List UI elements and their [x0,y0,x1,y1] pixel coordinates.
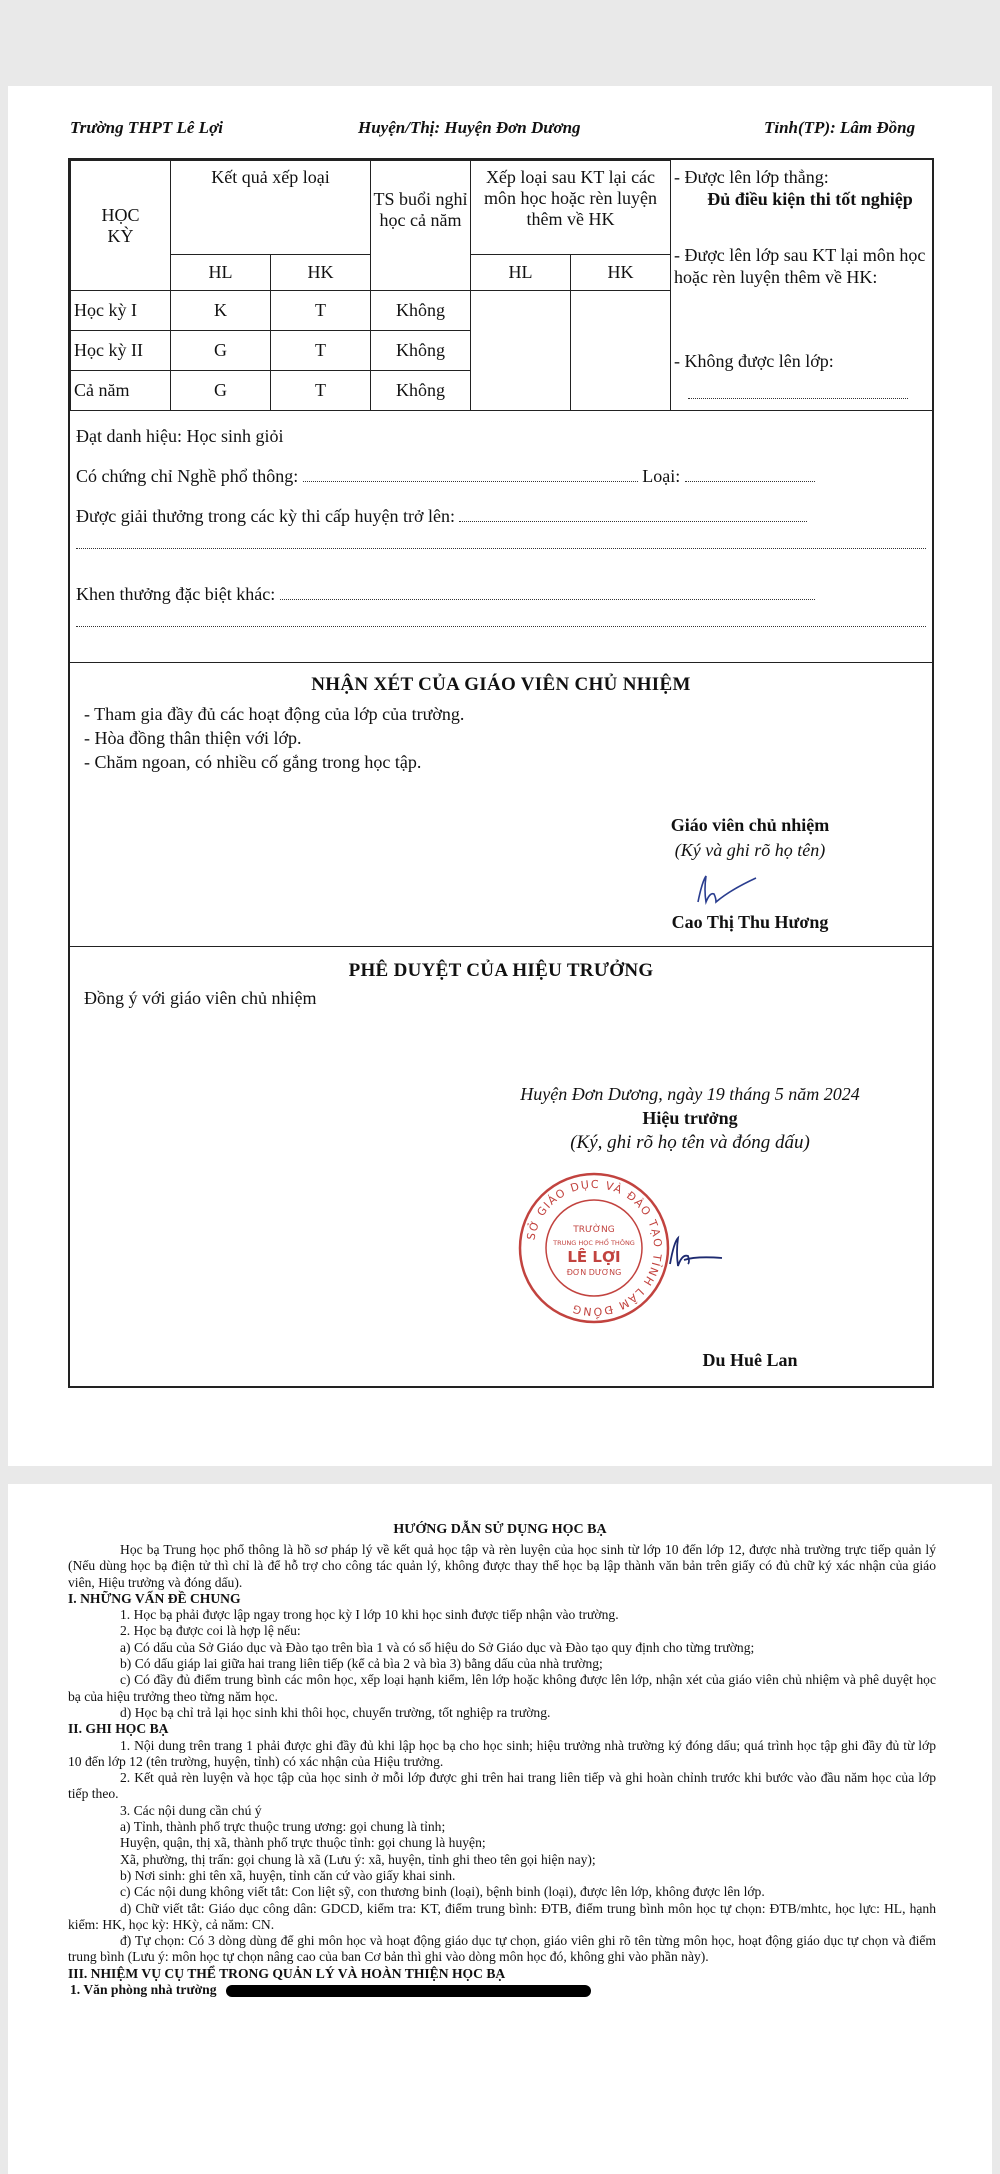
row-hk: T [271,291,371,331]
sub-hl-kt: HL [471,255,571,291]
guide-paragraph: Huyện, quận, thị xã, thành phố trực thuộc tỉnh: gọi chung là huyện; [120,1835,486,1851]
guide-paragraph: 1. Nội dung trên trang 1 phải được ghi đầy đủ khi lập học bạ cho học sinh; hiệu trưởng nhà trường ký đóng dấu; quá trình học tập ghi đầy đủ từ lớp 10 đến lớp 12 (tên trường, huyện, tỉnh) có xác nhận của Hiệu trưởng. [68,1737,936,1769]
promo-no-line [688,398,908,399]
record-page [8,86,992,1466]
row-term: Học kỳ II [71,331,171,371]
row-ts: Không [371,291,471,331]
guide-paragraph: Học bạ Trung học phổ thông là hồ sơ pháp lý về kết quả học tập và rèn luyện của học sinh từ lớp 10 đến lớp 12, được nhà trường trực tiếp quản lý (Nếu dùng học bạ điện tử thì chỉ là để hỗ trợ cho công tác quản lý, không được thay thế học bạ lập thành văn bản trên giấy có đủ chữ ký xác nhận của giáo viên, Hiệu trưởng và đóng dấu). [68,1542,936,1590]
row-term: Cả năm [71,371,171,411]
principal-date: Huyện Đơn Dương, ngày 19 tháng 5 năm 2024 [520,1084,860,1104]
guide-paragraph: 1. Học bạ phải được lập ngay trong học kỳ I lớp 10 khi học sinh được tiếp nhận vào trường. [120,1607,619,1623]
row-hl: G [171,371,271,411]
guide-page [8,1484,992,2174]
guide-paragraph: c) Các nội dung không viết tắt: Con liệt sỹ, con thương binh (loại), bệnh binh (loại), được lên lớp, không được lên lớp. [120,1884,765,1900]
teacher-signature [692,872,764,908]
guide-paragraph: a) Có dấu của Sở Giáo dục và Đào tạo trên bìa 1 và có số hiệu do Sở Giáo dục và Đào tạo quy định cho từng trường; [120,1639,755,1655]
divider [70,410,932,411]
certificate-type-label: Loại: [642,466,681,486]
principal-name: Du Huê Lan [702,1350,798,1370]
certificate-type-dots [685,469,815,482]
teacher-comment: - Tham gia đầy đủ các hoạt động của lớp của trường. [84,704,465,724]
col-ketqua: Kết quả xếp loại [171,161,371,255]
redaction-bar [226,1985,591,1997]
svg-text:SỞ GIÁO DỤC VÀ ĐÀO TẠO TỈNH LÂ: SỞ GIÁO DỤC VÀ ĐÀO TẠO TỈNH LÂM ĐỒNG [524,1177,665,1319]
awards-field [76,506,807,527]
col-ts: TS buổi nghỉ học cả năm [371,161,471,291]
divider [70,946,932,947]
awards-dots [459,509,807,522]
teacher-name: Cao Thị Thu Hương [671,912,829,932]
divider [70,662,932,663]
teacher-comment: - Hòa đồng thân thiện với lớp. [84,728,302,748]
guide-body [68,1542,936,1998]
title-field: Đạt danh hiệu: Học sinh giỏi [76,426,284,446]
principal-role: Hiệu trưởng [642,1108,738,1128]
certificate-label: Có chứng chỉ Nghề phổ thông: [76,466,299,486]
guide-subheading [68,1982,936,1998]
guide-heading: II. GHI HỌC BẠ [68,1721,169,1737]
svg-text:TRƯỜNG: TRƯỜNG [573,1225,615,1235]
teacher-comment: - Chăm ngoan, có nhiều cố gắng trong học tập. [84,752,422,772]
awards-dotline [76,548,926,549]
guide-paragraph: 2. Học bạ được coi là hợp lệ nếu: [120,1623,301,1639]
province-name: Tỉnh(TP): Lâm Đồng [764,118,916,137]
guide-paragraph: Xã, phường, thị trấn: gọi chung là xã (Lưu ý: xã, huyện, tỉnh ghi theo tên gọi hiện nay); [120,1851,596,1867]
col-xeploai-kt: Xếp loại sau KT lại các môn học hoặc rèn luyện thêm về HK [471,161,671,255]
sub-hl: HL [171,255,271,291]
guide-paragraph: b) Nơi sinh: ghi tên xã, huyện, tỉnh căn cứ vào giấy khai sinh. [120,1867,456,1883]
row-ts: Không [371,331,471,371]
guide-paragraph: b) Có dấu giáp lai giữa hai trang liên tiếp (kể cả bìa 2 và bìa 3) bằng dấu của nhà trường; [120,1656,603,1672]
certificate-dots [303,469,638,482]
awards-label: Được giải thưởng trong các kỳ thi cấp huyện trở lên: [76,506,455,526]
row-hl: G [171,331,271,371]
guide-paragraph: d) Học bạ chỉ trả lại học sinh khi thôi học, chuyển trường, tốt nghiệp ra trường. [120,1704,551,1720]
teacher-section-title: NHẬN XÉT CỦA GIÁO VIÊN CHỦ NHIỆM [311,674,691,695]
principal-section-title: PHÊ DUYỆT CỦA HIỆU TRƯỞNG [348,960,654,981]
guide-paragraph: đ) Tự chọn: Có 3 dòng dùng để ghi môn học và hoạt động giáo dục tự chọn, giáo viên ghi rõ tên từng môn học, hoạt động giáo dục tự chọn và điểm trung bình (Lưu ý: môn học tự chọn nâng cao của ban Cơ bản thì ghi vào dòng môn học đó, không ghi vào phần này). [68,1933,936,1965]
guide-paragraph: c) Có đầy đủ điểm trung bình các môn học, xếp loại hạnh kiểm, lên lớp hoặc không được lên lớp, nhận xét của giáo viên chủ nhiệm và phê duyệt học bạ của hiệu trưởng theo từng năm học. [68,1672,936,1704]
promo-direct-value: Đủ điều kiện thi tốt nghiệp [707,189,913,209]
principal-comment: Đồng ý với giáo viên chủ nhiệm [84,988,317,1008]
district-name: Huyện/Thị: Huyện Đơn Dương [358,118,581,137]
special-field [76,584,815,605]
special-label: Khen thưởng đặc biệt khác: [76,584,276,604]
svg-text:TRUNG HỌC PHỔ THÔNG: TRUNG HỌC PHỔ THÔNG [553,1239,635,1247]
row-hk: T [271,331,371,371]
guide-subheading-label: 1. Văn phòng nhà trường [70,1982,217,1998]
guide-heading: I. NHỮNG VẤN ĐỀ CHUNG [68,1590,241,1606]
certificate-field [76,466,815,487]
record-frame [68,158,934,1388]
principal-instruction: (Ký, ghi rõ họ tên và đóng dấu) [570,1132,810,1153]
guide-paragraph: 3. Các nội dung cần chú ý [120,1802,262,1818]
guide-paragraph: d) Chữ viết tắt: Giáo dục công dân: GDCD, kiểm tra: KT, điểm trung bình: ĐTB, điểm trung bình môn học tự chọn: ĐTB/mhtc, học lực: HL, hạnh kiểm: HK, học kỳ: HKỳ, cả năm: CN. [68,1900,936,1932]
svg-text:ĐƠN DƯƠNG: ĐƠN DƯƠNG [566,1268,622,1277]
svg-text:LÊ LỢI: LÊ LỢI [567,1248,621,1266]
promo-no: - Không được lên lớp: [674,351,834,371]
special-dotline [76,626,926,627]
promo-direct: - Được lên lớp thẳng: [674,167,829,187]
teacher-role: Giáo viên chủ nhiệm [670,815,830,835]
guide-title: HƯỚNG DẪN SỬ DỤNG HỌC BẠ [393,1522,607,1537]
teacher-instruction: (Ký và ghi rõ họ tên) [674,840,826,860]
guide-heading: III. NHIỆM VỤ CỤ THỂ TRONG QUẢN LÝ VÀ HOÀN THIỆN HỌC BẠ [68,1965,506,1981]
special-dots [280,587,815,600]
school-name: Trường THPT Lê Lợi [70,118,223,137]
sub-hk: HK [271,255,371,291]
principal-signature [666,1234,736,1274]
row-term: Học kỳ I [71,291,171,331]
row-hk: T [271,371,371,411]
col-hocky: HỌC KỲ [71,161,171,291]
row-hl: K [171,291,271,331]
sub-hk-kt: HK [571,255,671,291]
promo-after-kt: - Được lên lớp sau KT lại môn học hoặc rèn luyện thêm về HK: [674,245,926,287]
row-ts: Không [371,371,471,411]
school-stamp [516,1170,672,1326]
guide-paragraph: 2. Kết quả rèn luyện và học tập của học sinh ở mỗi lớp được ghi trên hai trang liên tiếp và ghi hoàn chỉnh trước khi bước vào đầu năm học của lớp tiếp theo. [68,1770,936,1802]
guide-paragraph: a) Tỉnh, thành phố trực thuộc trung ương: gọi chung là tỉnh; [120,1819,446,1835]
